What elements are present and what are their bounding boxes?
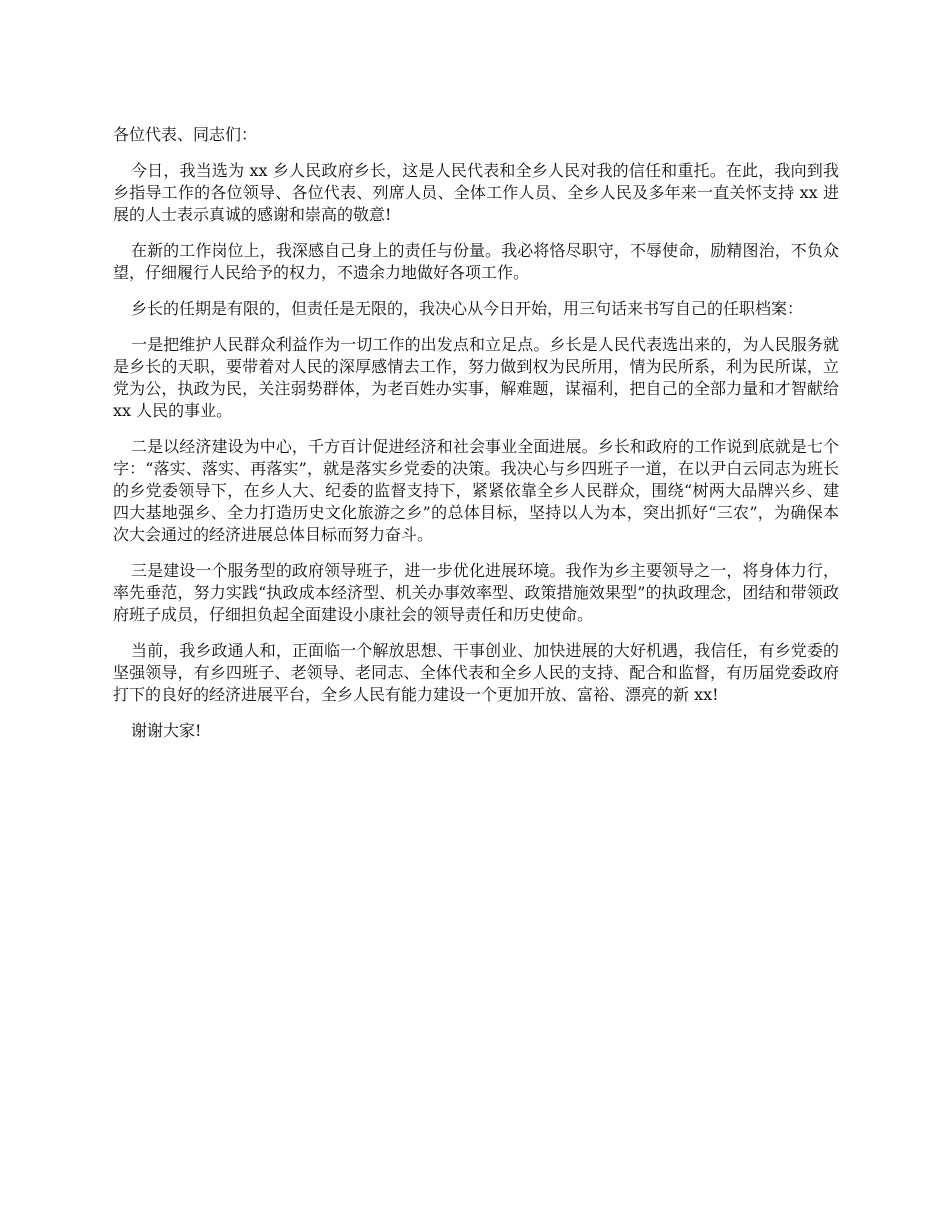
paragraph-1: 今日，我当选为 xx 乡人民政府乡长，这是人民代表和全乡人民对我的信任和重托。在此，我向到我乡指导工作的各位领导、各位代表、列席人员、全体工作人员、全乡人民及多年来一直关怀支持 xx 进展的人士表示真诚的感谢和崇高的敬意!	[113, 161, 839, 224]
paragraph-5: 二是以经济建设为中心，千方百计促进经济和社会事业全面进展。乡长和政府的工作说到底就是七个字：“落实、落实、再落实”，就是落实乡党委的决策。我决心与乡四班子一道，在以尹白云同志为班长的乡党委领导下，在乡人大、纪委的监督支持下，紧紧依靠全乡人民群众，围绕“树两大品牌兴乡、建四大基地强乡、全力打造历史文化旅游之乡”的总体目标，坚持以人为本，突出抓好“三农”，为确保本次大会通过的经济进展总体目标而努力奋斗。	[113, 437, 839, 544]
closing-line: 谢谢大家!	[131, 721, 202, 740]
paragraph-3: 乡长的任期是有限的，但责任是无限的，我决心从今日开始，用三句话来书写自己的任职档案：	[131, 299, 804, 318]
speech-document	[113, 124, 839, 742]
paragraph-2: 在新的工作岗位上，我深感自己身上的责任与份量。我必将恪尽职守，不辱使命，励精图治，不负众望，仔细履行人民给予的权力，不遗余力地做好各项工作。	[113, 241, 839, 282]
paragraph-7: 当前，我乡政通人和，正面临一个解放思想、干事创业、加快进展的大好机遇，我信任，有乡党委的坚强领导，有乡四班子、老领导、老同志、全体代表和全乡人民的支持、配合和监督，有历届党委政府打下的良好的经济进展平台，全乡人民有能力建设一个更加开放、富裕、漂亮的新 xx!	[113, 641, 839, 704]
paragraph-4: 一是把维护人民群众利益作为一切工作的出发点和立足点。乡长是人民代表选出来的，为人民服务就是乡长的天职，要带着对人民的深厚感情去工作，努力做到权为民所用，情为民所系，利为民所谋，立党为公，执政为民，关注弱势群体，为老百姓办实事，解难题，谋福利，把自己的全部力量和才智献给 xx 人民的事业。	[113, 335, 839, 420]
paragraph-6: 三是建设一个服务型的政府领导班子，进一步优化进展环境。我作为乡主要领导之一，将身体力行，率先垂范，努力实践“执政成本经济型、机关办事效率型、政策措施效果型”的执政理念，团结和带领政府班子成员，仔细担负起全面建设小康社会的领导责任和历史使命。	[113, 561, 839, 624]
salutation: 各位代表、同志们：	[113, 125, 258, 144]
